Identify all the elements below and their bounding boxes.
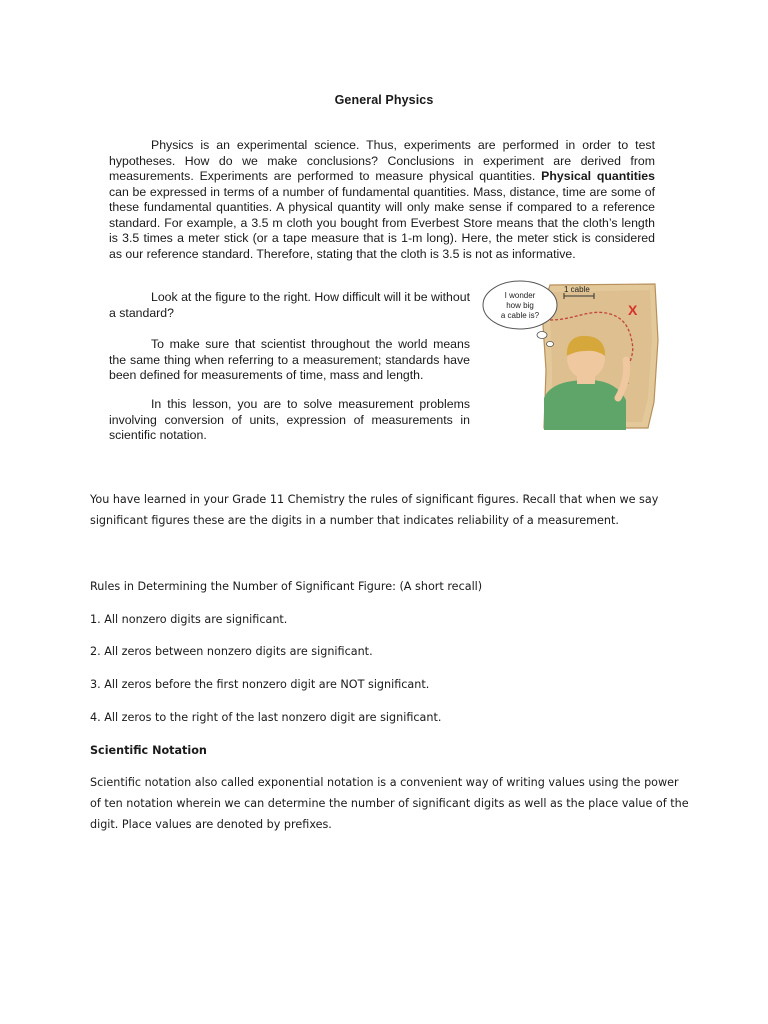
cable-map-figure [480, 280, 660, 430]
intro-paragraph [109, 138, 655, 262]
lesson-text: In this lesson, you are to solve measurement problems involving conversion of units, expression of measurements in scientific notation. [109, 397, 470, 442]
look-text: Look at the figure to the right. How difficult will it be without a standard? [109, 290, 470, 320]
scientific-notation-paragraph: Scientific notation also called exponential notation is a convenient way of writing values using the power of ten notation wherein we can determine the number of significant digits as well as the place value of the digit. Place values are denoted by prefixes. [90, 776, 689, 831]
bubble-line-1: I wonder [504, 291, 536, 300]
standards-text: To make sure that scientist throughout the world means the same thing when referring to a measurement; standards have been defined for measurements of time, mass and length. [109, 337, 470, 382]
rule-item: 4. All zeros to the right of the last nonzero digit are significant. [90, 711, 442, 724]
intro-text-1: Physics is an experimental science. Thus, experiments are performed in order to test hypotheses. How do we make conclusions? Conclusions in experiment are derived from measurements. Experiments are performed to measure physical quantities. [109, 138, 655, 183]
bubble-line-2: how big [506, 301, 534, 310]
intro-text-2: can be expressed in terms of a number of fundamental quantities. Mass, distance, time are some of these fundamental quantities. A physical quantity will only make sense if compared to a reference standard. For example, a 3.5 m cloth you bought from Everbest Store means that the cloth’s length is 3.5 times a meter stick (or a tape measure that is 1-m long). Here, the meter stick is considered as our reference standard. Therefore, stating that the cloth is 3.5 is not as informative. [109, 184, 655, 261]
bubble-line-3: a cable is? [500, 311, 540, 320]
x-mark: X [628, 302, 638, 318]
cable-label: 1 cable [564, 285, 590, 294]
intro-bold-term: Physical quantities [541, 169, 655, 183]
look-paragraph [109, 290, 470, 321]
recall-paragraph: You have learned in your Grade 11 Chemistry the rules of significant figures. Recall that when we say significant figures these are the digits in a number that indicates reliability of a measurement. [90, 493, 659, 527]
rule-item: 1. All nonzero digits are significant. [90, 613, 288, 626]
rule-item: 2. All zeros between nonzero digits are significant. [90, 645, 373, 658]
section-heading: Scientific Notation [90, 744, 207, 757]
page-title: General Physics [334, 93, 434, 107]
standards-paragraph [109, 337, 470, 384]
rules-heading: Rules in Determining the Number of Significant Figure: (A short recall) [90, 580, 483, 593]
person-shirt [544, 380, 626, 430]
lesson-paragraph [109, 397, 470, 444]
rule-item: 3. All zeros before the first nonzero digit are NOT significant. [90, 678, 430, 691]
